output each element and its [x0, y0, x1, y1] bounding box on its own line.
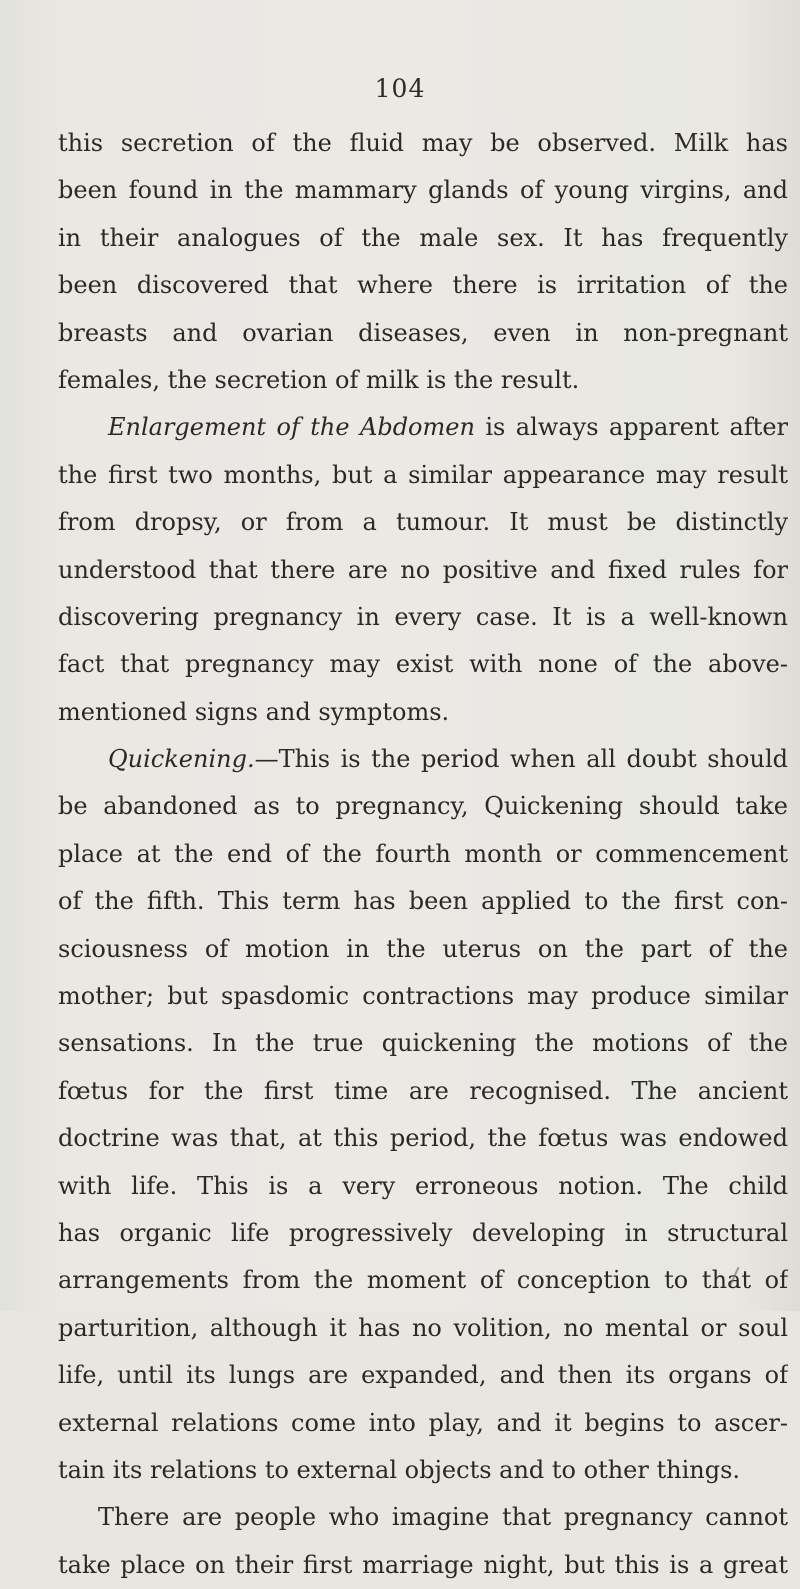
text-line [58, 1400, 788, 1447]
line-text: breasts and ovarian diseases, even in non-pregnant [58, 318, 788, 347]
text-line [58, 1068, 788, 1115]
line-text: from dropsy, or from a tumour. It must be distinctly [58, 508, 788, 537]
line-text: in their analogues of the male sex. It has frequently [58, 223, 788, 252]
text-line [58, 1257, 788, 1304]
line-text: sensations. In the true quickening the motions of the [58, 1029, 788, 1058]
text-line [58, 1210, 788, 1257]
line-text: been found in the mammary glands of young virgins, and [58, 176, 788, 205]
text-line [58, 215, 788, 262]
line-text: external relations come into play, and it begins to ascer- [58, 1408, 788, 1437]
section-heading-line [58, 404, 788, 451]
text-line [58, 1352, 788, 1399]
line-text: There are people who imagine that pregnancy cannot [98, 1503, 788, 1532]
text-line [58, 831, 788, 878]
text-line [58, 167, 788, 214]
text-line [58, 1305, 788, 1352]
line-text: understood that there are no positive and fixed rules for [58, 555, 788, 584]
body-text [58, 120, 788, 1589]
line-text: discovering pregnancy in every case. It is a well-known [58, 602, 788, 631]
text-line [58, 783, 788, 830]
paragraph-end-line [58, 689, 788, 736]
text-line [58, 926, 788, 973]
line-text: the first two months, but a similar appearance may result [58, 460, 788, 489]
line-text: of the fifth. This term has been applied to the first con- [58, 887, 788, 916]
text-line [58, 594, 788, 641]
line-text: has organic life progressively developing in structural [58, 1218, 788, 1247]
line-text: mother; but spasdomic contractions may produce similar [58, 982, 788, 1011]
line-text: been discovered that where there is irritation of the [58, 271, 788, 300]
text-line [58, 120, 788, 167]
paragraph-end-line [58, 357, 788, 404]
line-text: tain its relations to external objects and to other things. [58, 1455, 741, 1484]
text-line [58, 499, 788, 546]
line-text: be abandoned as to pregnancy, Quickening should take [58, 792, 788, 821]
text-line [58, 262, 788, 309]
text-line [58, 310, 788, 357]
text-line [58, 452, 788, 499]
line-text: sciousness of motion in the uterus on the part of the [58, 934, 788, 963]
line-text: mentioned signs and symptoms. [58, 697, 450, 726]
line-text: arrangements from the moment of conception to that of [58, 1266, 788, 1295]
page-number: 104 [374, 74, 426, 103]
text-line [58, 1115, 788, 1162]
text-line [58, 878, 788, 925]
line-text: fact that pregnancy may exist with none of the above- [58, 650, 788, 679]
line-text: parturition, although it has no volition, no mental or soul [58, 1313, 788, 1342]
line-text: take place on their first marriage night, but this is a great [58, 1550, 788, 1579]
text-line [58, 641, 788, 688]
line-text: place at the end of the fourth month or commencement [58, 839, 788, 868]
line-text: —This is the period when all doubt should [254, 745, 788, 774]
line-text: doctrine was that, at this period, the fœtus was endowed [58, 1124, 788, 1153]
section-heading-quickening: Quickening. [108, 745, 255, 774]
line-text: fœtus for the first time are recognised. The ancient [58, 1076, 788, 1105]
text-line [58, 1020, 788, 1067]
text-line [58, 973, 788, 1020]
text-line [58, 547, 788, 594]
line-text: life, until its lungs are expanded, and then its organs of [58, 1361, 788, 1390]
line-text: females, the secretion of milk is the result. [58, 365, 580, 394]
line-text: this secretion of the fluid may be observed. Milk has [58, 129, 788, 157]
section-heading-line [58, 736, 788, 783]
section-heading-enlargement: Enlargement of the Abdomen [108, 413, 475, 442]
line-text: with life. This is a very erroneous notion. The child [58, 1171, 788, 1200]
text-line [58, 1494, 788, 1541]
paragraph-end-line [58, 1447, 788, 1494]
text-line [58, 1163, 788, 1210]
text-line [58, 1542, 788, 1589]
line-text: is always apparent after [474, 413, 788, 442]
